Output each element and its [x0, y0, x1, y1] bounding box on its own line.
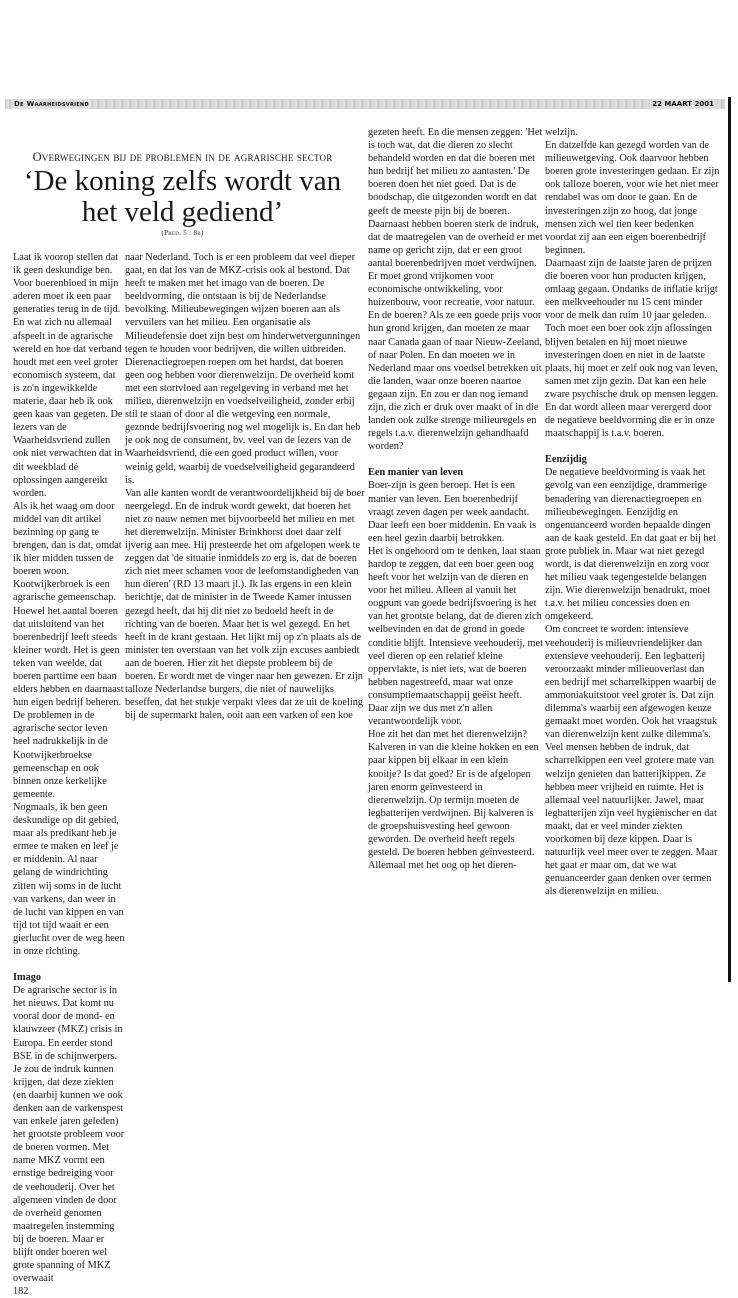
paragraph: Daarnaast zijn de laatste jaren de prijzen die boeren voor hun producten krijgen, omlaag gegaan. Ondanks de inflatie krijgt een melkveehouder nu 15 cent minder voor de melk dan ruim 10 jaar geleden. Toch moet een boer ook zijn aflossingen blijven betalen en hij moet nieuwe investeringen doen en niet in de laatste plaats, hij moet er zelf ook nog van leven, samen met zijn gezin. Dat kan een hele zware psychische druk op mensen leggen. En dat wordt alleen maar verergerd door de negatieve beeldvorming die er in onze maatschappij is t.a.v. boeren. — [545, 257, 719, 440]
paragraph: Van alle kanten wordt de verantwoordelijkheid bij de boer neergelegd. En de indruk wordt gewekt, dat boeren het niet zo nauw nemen met bijvoorbeeld het milieu en met het dierenwelzijn. Minister Brinkhorst doet daar zelf ijverig aan mee. Hij presteerde het om afgelopen week te zeggen dat 'de situatie inmiddels zo erg is, dat de boeren zich niet meer schamen voor de leefomstandigheden van hun dieren' (RD 13 maart jl.). Ik las ergens in een klein berichtje, dat de minister in de Tweede Kamer intussen gezegd heeft, dat hij dit niet zo bedoeld heeft in de richting van de boeren. Maar het is wel gezegd. En het heeft in de krant gestaan. Het lijkt mij op z'n plaats als de minister ten overstaan van het volk zijn excuses aanbiedt aan de boeren. Hier zit het diepste probleem bij de boeren. Er wordt met de vinger naar hen gewezen. Er zijn talloze Nederlandse burgers, die niet of nauwelijks beseffen, dat het stukje verpakt vlees dat ze uit de koeling bij de supermarkt halen, ooit aan een varken of een koe — [125, 487, 365, 722]
page-number: 182 — [13, 1286, 29, 1298]
paragraph: Laat ik voorop stellen dat ik geen deskundige ben. Voor boerenbloed in mijn aderen moet ik een paar generaties terug in de tijd. En wat zich nu allemaal afspeelt in de agrarische wereld en hoe dat verband houdt met een veel groter economisch systeem, dat is zo'n ingewikkelde materie, daar heb ik ook geen kaas van gegeten. De lezers van de Waarheidsvriend zullen ook niet verwachten dat in dit weekblad dé oplossingen aangereikt worden. — [13, 252, 123, 499]
publication-name: De Waarheidsvriend — [14, 100, 89, 108]
paragraph: gezeten heeft. En die mensen zeggen: 'Het is toch wat, dat die dieren zo slecht behandeld worden en dat die boeren met hun bedrijf het milieu zo aantasten.' De boeren doen het niet goed. Dat is de boodschap, die uitgezonden wordt en dat geeft de meeste pijn bij de boeren. — [368, 127, 543, 217]
bible-reference: (Pred. 5 : 8b) — [161, 229, 204, 237]
paragraph: Nogmaals, ik ben geen deskundige op dit gebied, maar als predikant heb je ermee te maken en leef je er middenin. Al naar gelang de windrichting zitten wij soms in de lucht van varkens, dan weer in de lucht van kippen en van tijd tot tijd waait er een gierlucht over de weg heen in onze richting. — [13, 801, 125, 957]
paragraph: Om concreet te worden: intensieve veehouderij is milieuvriendelijker dan extensieve veehouderij. Een legbatterij veroorzaakt minder milieuoverlast dan een bedrijf met scharrelkippen waarbij de ammoniakuitstoot veel groter is. Dat zijn dilemma's waarbij een afgewogen keuze gemaakt moet worden. Ook het vraagstuk van dierenwelzijn kent zulke dilemma's. Veel mensen hebben de indruk, dat scharrelkippen een veel grotere mate van welzijn genieten dan batterijkippen. Ze hebben meer vrijheid en ruimte. Het is allemaal veel natuurlijker. Jawel, maar legbatterijen zijn veel hygiënischer en dat maakt, dat er veel minder ziekten voorkomen bij deze kippen. Daar is natuurlijk veel meer over te zeggen. Maar het gaat er maar om, dat we wat genuanceerder gaan denken over termen als dierenwelzijn en milieu. — [545, 624, 718, 898]
paragraph: welzijn. — [545, 127, 578, 138]
article-title — [0, 166, 365, 228]
issue-date: 22 MAART 2001 — [652, 100, 714, 108]
column-4 — [545, 126, 720, 898]
paragraph: Hoe zit het dan met het dierenwelzijn? Kalveren in van die kleine hokken en een paar kippen bij elkaar in een klein kooitje? Is dat goed? Er is de afgelopen jaren enorm geïnvesteerd in dierenwelzijn. Op termijn moeten de legbatterijen verdwijnen. Bij kalveren is de groepshuisvesting heel gewoon geworden. De overheid heeft regels gesteld. De boeren hebben geïnvesteerd. Allemaal met het oog op het dieren- — [368, 729, 539, 872]
paragraph: Daarnaast hebben boeren sterk de indruk, dat de maatregelen van de overheid er met name op gericht zijn, dat er een groot aantal boerenbedrijven moet verdwijnen. Er moet grond vrijkomen voor economische ontwikkeling, voor huizenbouw, voor recreatie, voor natuur. En de boeren? Als ze een goede prijs voor hun grond krijgen, dan moeten ze maar naar Canada gaan of naar Nieuw-Zeeland, of naar Polen. En dan moeten we in Nederland maar ons voedsel betrekken uit die landen, waar onze boeren naartoe gegaan zijn. En zou er dan nog iemand zijn, die zich er druk over maakt of in die landen ook zulke strenge milieuregels en regels t.a.v. dierenwelzijn gehandhaafd worden? — [368, 218, 543, 453]
section-heading-imago: Imago — [13, 972, 42, 984]
page-edge-bar — [728, 97, 731, 982]
paragraph: Het is ongehoord om te denken, laat staan hardop te zeggen, dat een boer geen oog heeft voor het welzijn van de dieren en voor het milieu. Alleen al vanuit het oogpunt van goede bedrijfsvoering is het van het grootste belang, dat de dieren zich welbevinden en dat de grond in goede conditie blijft. Intensieve veehouderij, met veel dieren op een relatief kleine oppervlakte, is niet iets, wat de boeren hebben nagestreefd, maar wat onze consumptiemaatschappij geëist heeft. Daar zijn we dus met z'n allen verantwoordelijk voor. — [368, 545, 543, 728]
section-heading-eenzijdig: Eenzijdig — [545, 454, 587, 466]
column-2 — [125, 251, 365, 722]
section-heading-manier: Een manier van leven — [368, 467, 464, 479]
title-line-2: het veld gediend’ — [81, 196, 284, 228]
paragraph: Als ik het waag om door middel van dit artikel bezinning op gang te brengen, dan is dat, omdat ik hier midden tussen de boeren woon. Kootwijkerbroek is een agrarische gemeenschap. Hoewel het aantal boeren dat uitsluitend van het boerenbedrijf leeft steeds kleiner wordt. Het is geen teken van weelde, dat boeren parttime een baan elders hebben en daarnaast hun eigen bedrijf beheren. De problemen in de agrarische sector leven heel nadrukkelijk in de Kootwijkerbroekse gemeenschap en ook binnen onze kerkelijke gemeente. — [13, 500, 124, 800]
paragraph: Boer-zijn is geen beroep. Het is een manier van leven. Een boerenbedrijf vraagt zeven dagen per week aandacht. Daar leeft een boer middenin. En vaak is een heel gezin daarbij betrokken. — [368, 480, 537, 544]
article-kicker: Overwegingen bij de problemen in de agrarische sector — [32, 150, 333, 164]
paragraph: En datzelfde kan gezegd worden van de milieuwetgeving. Ook daarvoor hebben boeren grote investeringen gedaan. Er zijn ook talloze boeren, voor wie het niet meer rendabel was om door te gaan. En de investeringen zijn zo hoog, dat jonge mensen zich wel tien keer bedenken voordat zij aan een eigen boerenbedrijf beginnen. — [545, 140, 720, 256]
column-1 — [13, 251, 125, 1298]
paragraph: De agrarische sector is in het nieuws. Dat komt nu vooral door de mond- en klauwzeer (MKZ) crisis in Europa. En eerder stond BSE in de schijnwerpers. Je zou de indruk kunnen krijgen, dat deze ziekten (en daarbij kunnen we ook denken aan de varkenspest van enkele jaren geleden) het grootste probleem voor de boeren vormen. Met name MKZ vormt een ernstige bedreiging voor de veehouderij. Over het algemeen vinden de door de overheid genomen maatregelen instemming bij de boeren. Maar er blijft onder boeren wel grote spanning of MKZ overwaait — [13, 985, 125, 1285]
paragraph: De negatieve beeldvorming is vaak het gevolg van een eenzijdige, drammerige benadering van dierenactiegroepen en milieubewegingen. Eenzijdig en ongenuanceerd worden bepaalde dingen aan de kaak gesteld. En dat gaat er bij het grote publiek in. Maar wat niet gezegd wordt, is dat dierenwelzijn en zorg voor het milieu vaak tegengestelde belangen zijn. Wie dierenwelzijn benadrukt, moet t.a.v. het milieu concessies doen en omgekeerd. — [545, 467, 716, 623]
title-line-1: ‘De koning zelfs wordt van — [23, 165, 342, 197]
header-band — [5, 99, 725, 109]
paragraph: naar Nederland. Toch is er een probleem dat veel dieper gaat, en dat los van de MKZ-crisis ook al bestond. Dat heeft te maken met het imago van de boeren. De beeldvorming, die ontstaan is bij de Nederlandse bevolking. Milieubewegingen wijzen boeren aan als vervuilers van het milieu. Een organisatie als Milieudefensie doet zijn best om hinderwetvergunningen tegen te houden voor bedrijven, die willen uitbreiden. Dierenactiegroepen roepen om het hardst, dat boeren geen oog hebben voor dierenwelzijn. De overheid komt met een stortvloed aan regelgeving in verband met het milieu, dierenwelzijn en voedselveiligheid, zonder erbij stil te staan of door al die wetgeving een normale, gezonde bedrijfsvoering nog wel mogelijk is. En dan heb je ook nog de consument, bv. veel van de lezers van de Waarheidsvriend, die een goed product willen, voor weinig geld, waarbij de voedselveiligheid gegarandeerd is. — [125, 252, 361, 486]
column-3 — [368, 126, 543, 872]
